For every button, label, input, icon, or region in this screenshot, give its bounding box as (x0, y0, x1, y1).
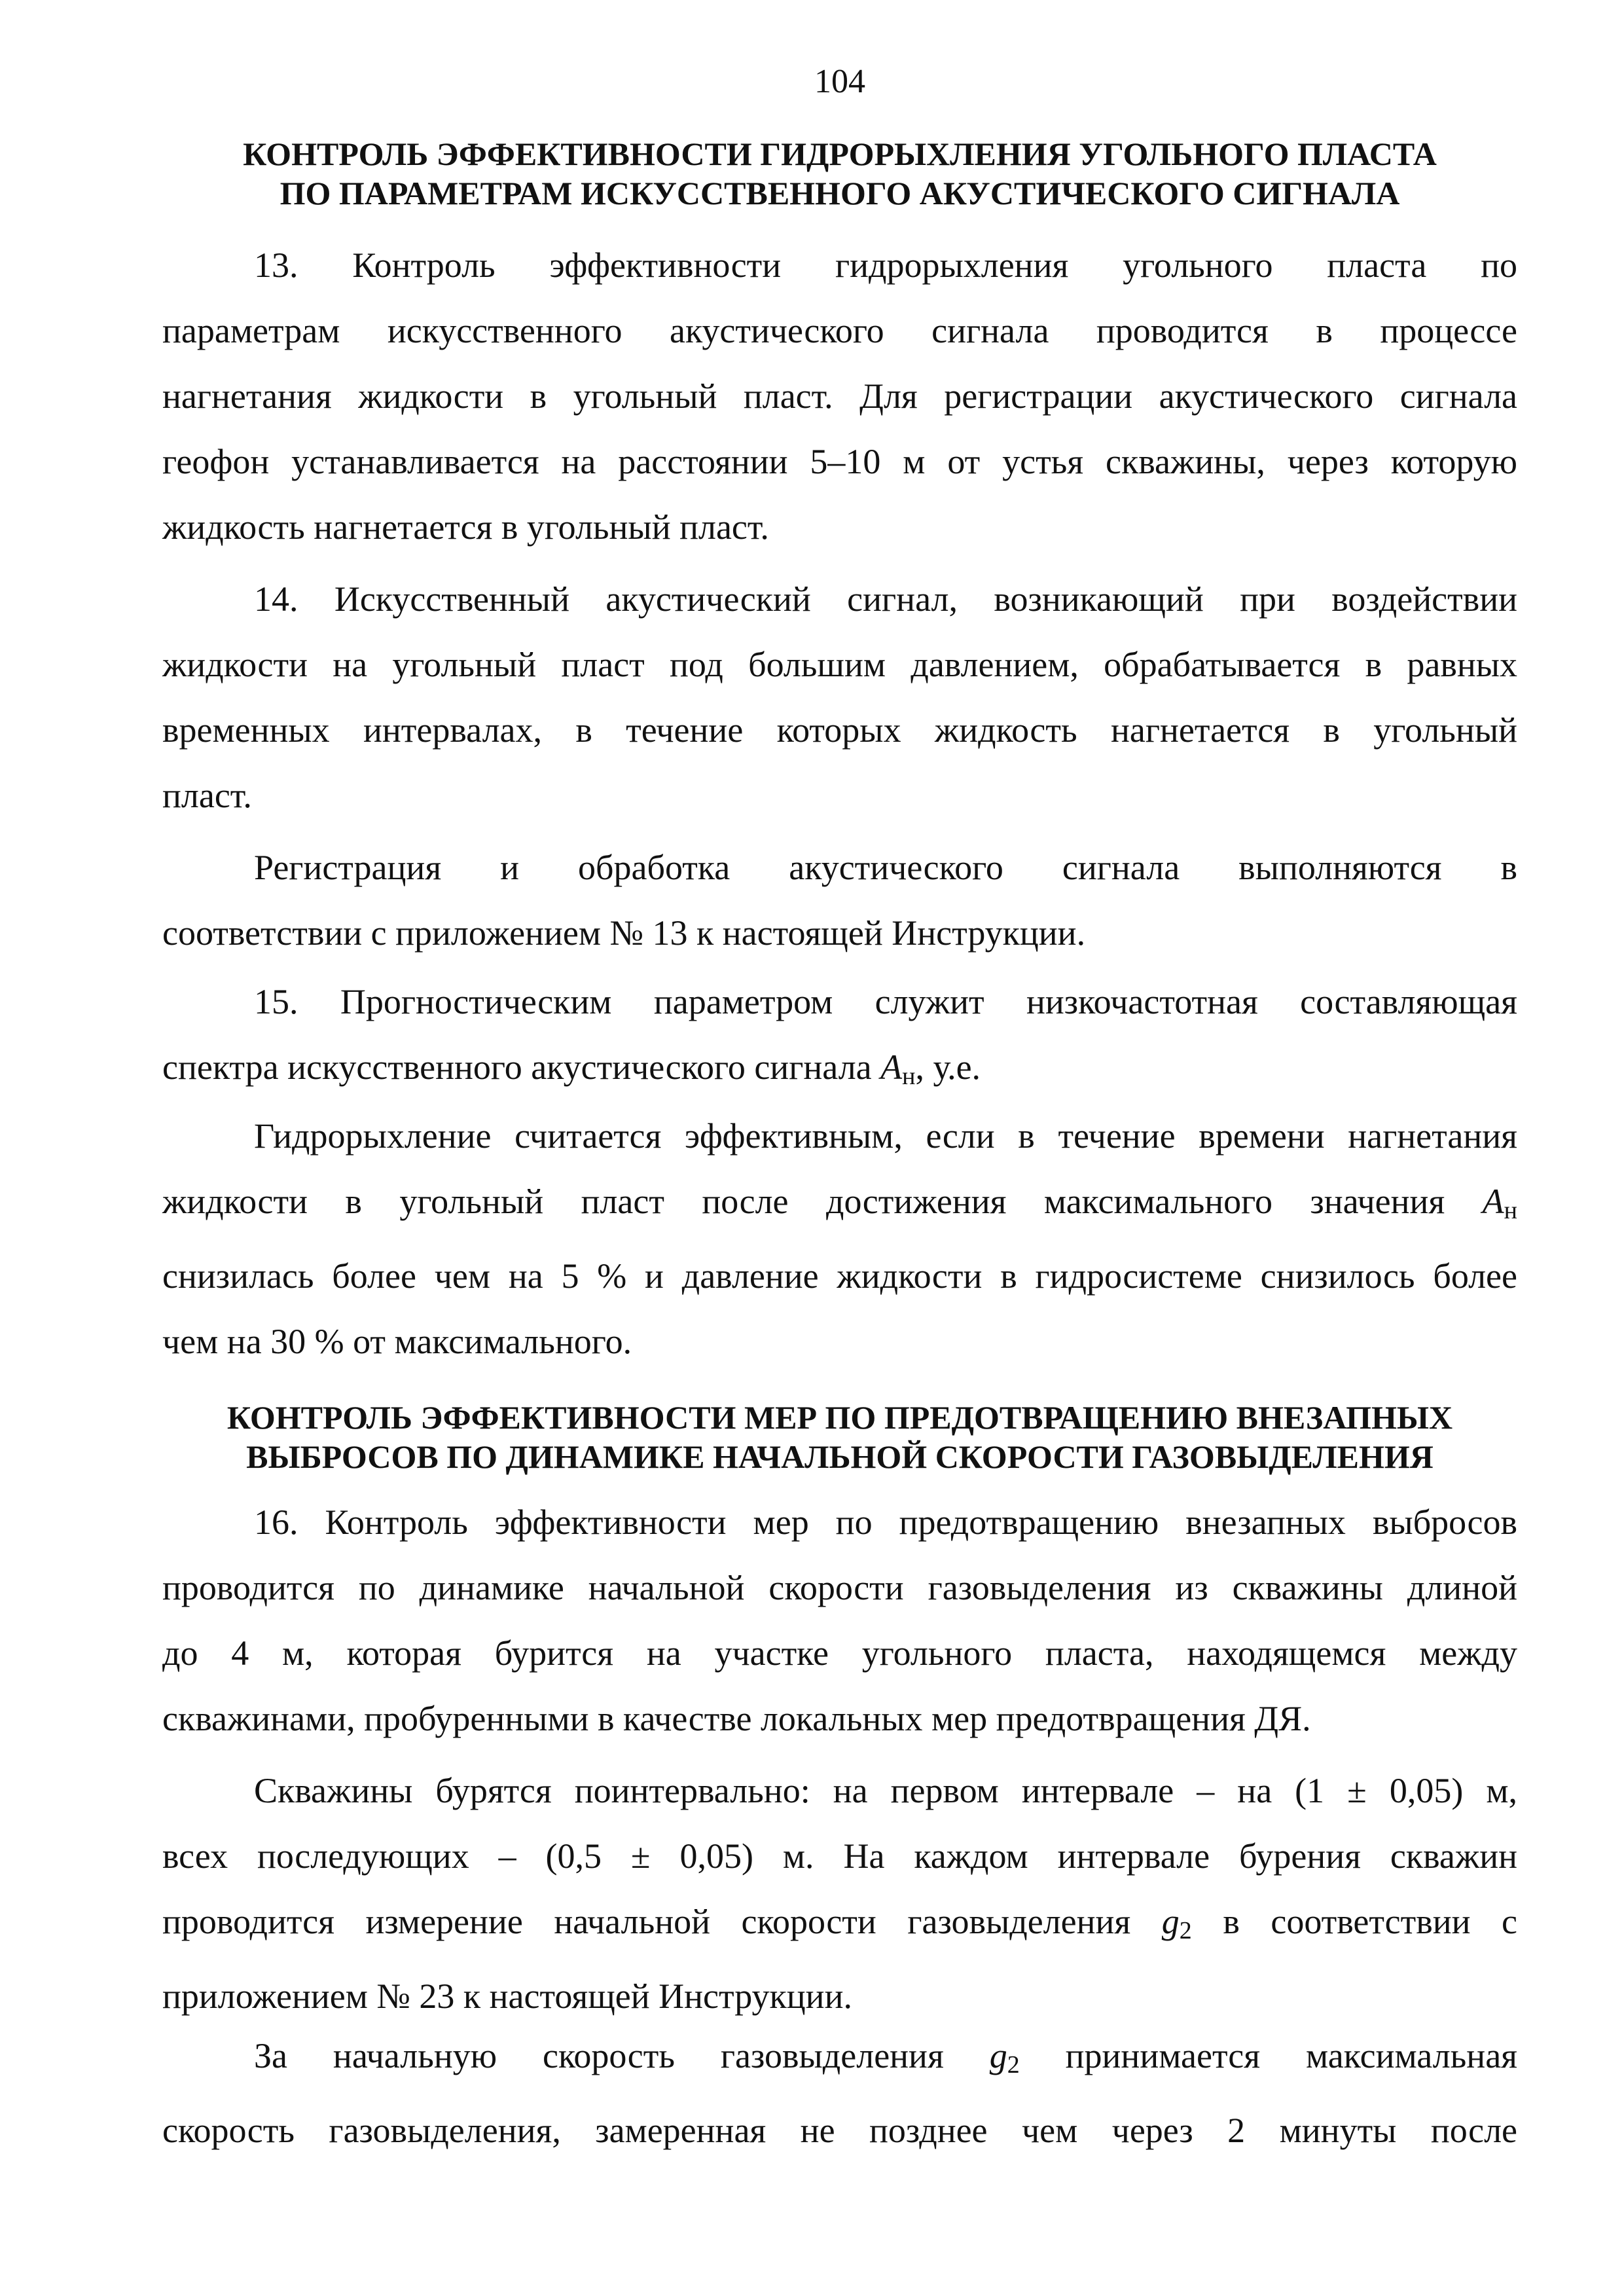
paragraph-16 (162, 1489, 1517, 1751)
text-fragment: спектра искусственного акустического сигнала (162, 1048, 881, 1087)
text-line: жидкости на угольный пласт под большим давлением, обрабатывается в равных (162, 645, 1517, 684)
text-line: всех последующих – (0,5 ± 0,05) м. На каждом интервале бурения скважин (162, 1836, 1517, 1876)
text-line: параметрам искусственного акустического сигнала проводится в процессе (162, 311, 1517, 350)
heading-line: ПО ПАРАМЕТРАМ ИСКУССТВЕННОГО АКУСТИЧЕСКОГО СИГНАЛА (280, 175, 1400, 211)
paragraph-15 (162, 969, 1517, 1109)
text-line: Регистрация и обработка акустического сигнала выполняются в (254, 848, 1517, 887)
text-line: временных интервалах, в течение которых жидкость нагнетается в угольный (162, 710, 1517, 750)
paragraph-16-drilling (162, 1758, 1517, 2029)
text-line: Скважины бурятся поинтервально: на первом интервале – на (1 ± 0,05) м, (254, 1771, 1517, 1810)
text-line (162, 1169, 1517, 1243)
text-fragment: , у.е. (915, 1048, 981, 1087)
text-line: приложением № 23 к настоящей Инструкции. (162, 1977, 852, 2016)
text-line: снизилась более чем на 5 % и давление жидкости в гидросистеме снизилось более (162, 1256, 1517, 1296)
paragraph-14 (162, 566, 1517, 828)
text-line (162, 2023, 1517, 2098)
text-line: проводится по динамике начальной скорости газовыделения из скважины длиной (162, 1568, 1517, 1607)
text-line: геофон устанавливается на расстоянии 5–10 м от устья скважины, через которую (162, 442, 1517, 481)
text-line: соответствии с приложением № 13 к настоящей Инструкции. (162, 913, 1086, 953)
text-line (162, 1034, 1517, 1109)
heading-line: ВЫБРОСОВ ПО ДИНАМИКЕ НАЧАЛЬНОЙ СКОРОСТИ ГАЗОВЫДЕЛЕНИЯ (246, 1438, 1434, 1475)
text-line: до 4 м, которая бурится на участке угольного пласта, находящемся между (162, 1633, 1517, 1673)
heading-line: КОНТРОЛЬ ЭФФЕКТИВНОСТИ МЕР ПО ПРЕДОТВРАЩЕНИЮ ВНЕЗАПНЫХ (226, 1399, 1453, 1436)
text-line (162, 1889, 1517, 1963)
text-line: жидкость нагнетается в угольный пласт. (162, 507, 769, 547)
section-heading-hydro-loosening (162, 134, 1517, 213)
text-line: 16. Контроль эффективности мер по предотвращению внезапных выбросов (254, 1503, 1517, 1542)
paragraph-15-criterion (162, 1103, 1517, 1374)
text-line: скорость газовыделения, замеренная не позднее чем через 2 минуты после (162, 2111, 1517, 2150)
text-line: 13. Контроль эффективности гидрорыхления угольного пласта по (254, 246, 1517, 285)
variable-g: g (989, 2036, 1007, 2075)
subscript: н (1504, 1197, 1517, 1224)
subscript: н (902, 1063, 916, 1090)
subscript: 2 (1179, 1917, 1192, 1944)
paragraph-14-registration (162, 835, 1517, 966)
variable-g: g (1161, 1902, 1180, 1941)
text-line: чем на 30 % от максимального. (162, 1322, 632, 1361)
variable-a: A (1482, 1182, 1504, 1221)
text-line: пласт. (162, 776, 252, 815)
text-line: 14. Искусственный акустический сигнал, возникающий при воздействии (254, 579, 1517, 619)
paragraph-16-initial-rate (162, 2023, 1517, 2163)
section-heading-outburst-prevention (162, 1398, 1517, 1476)
text-fragment: принимается максимальная (1019, 2036, 1517, 2075)
page-number: 104 (814, 63, 865, 100)
text-line: 15. Прогностическим параметром служит низкочастотная составляющая (254, 982, 1517, 1021)
text-fragment: жидкости в угольный пласт после достижения максимального значения (162, 1182, 1483, 1221)
text-fragment: проводится измерение начальной скорости газовыделения (162, 1902, 1162, 1941)
text-line: нагнетания жидкости в угольный пласт. Для регистрации акустического сигнала (162, 376, 1517, 416)
text-line: Гидрорыхление считается эффективным, если в течение времени нагнетания (254, 1116, 1517, 1156)
variable-a: A (880, 1048, 903, 1087)
heading-line: КОНТРОЛЬ ЭФФЕКТИВНОСТИ ГИДРОРЫХЛЕНИЯ УГОЛЬНОГО ПЛАСТА (243, 136, 1437, 172)
text-fragment: За начальную скорость газовыделения (254, 2036, 990, 2075)
text-fragment: в соответствии с (1191, 1902, 1517, 1941)
paragraph-13 (162, 232, 1517, 560)
subscript: 2 (1007, 2051, 1020, 2079)
text-line: скважинами, пробуренными в качестве локальных мер предотвращения ДЯ. (162, 1699, 1311, 1738)
